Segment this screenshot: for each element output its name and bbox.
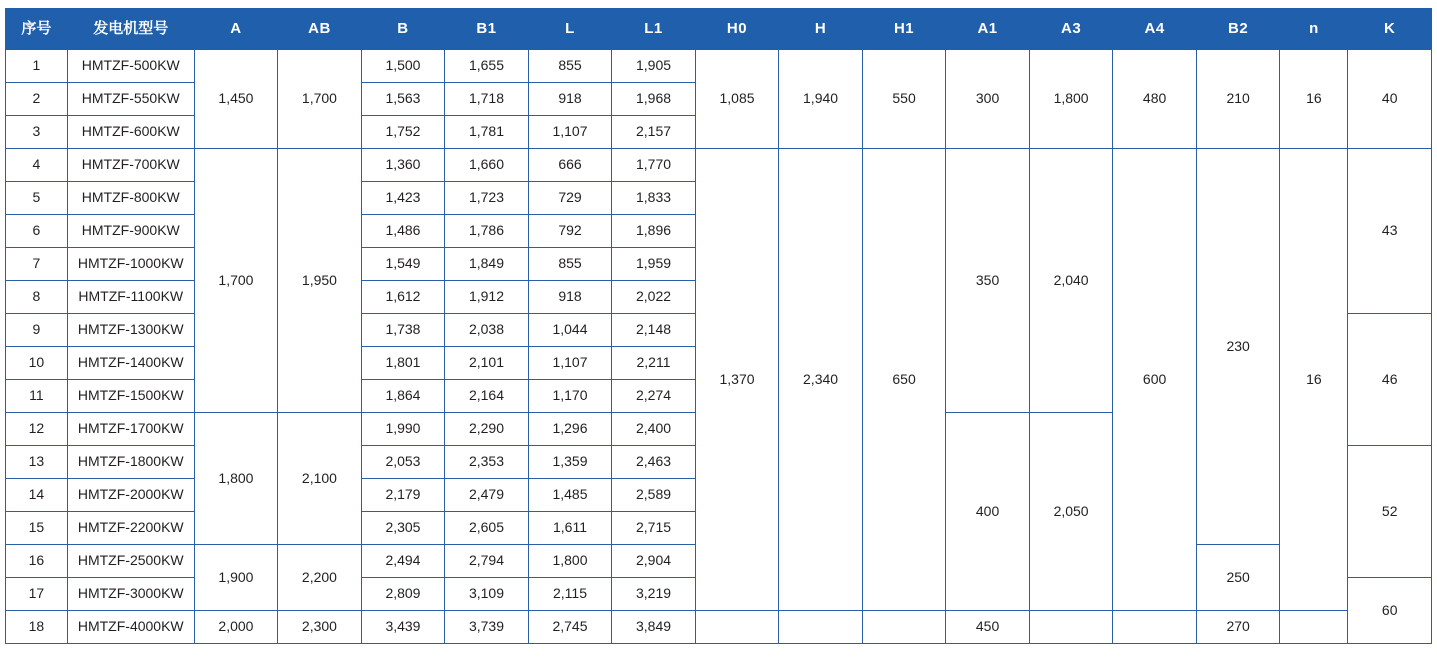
cell-ab: 1,700 — [278, 50, 362, 149]
cell-a3 — [1029, 611, 1113, 644]
cell-index: 3 — [6, 116, 68, 149]
cell-l: 1,359 — [528, 446, 612, 479]
cell-b1: 1,718 — [445, 83, 529, 116]
cell-b1: 3,109 — [445, 578, 529, 611]
cell-a4 — [1113, 611, 1197, 644]
column-header-n: n — [1280, 9, 1348, 50]
column-header-index: 序号 — [6, 9, 68, 50]
cell-l1: 3,219 — [612, 578, 696, 611]
column-header-k: K — [1348, 9, 1432, 50]
column-header-b: B — [361, 9, 445, 50]
cell-k: 46 — [1348, 314, 1432, 446]
cell-b1: 1,781 — [445, 116, 529, 149]
cell-a: 1,800 — [194, 413, 278, 545]
cell-index: 12 — [6, 413, 68, 446]
table-body — [6, 50, 1432, 644]
cell-l: 2,745 — [528, 611, 612, 644]
cell-ab: 1,950 — [278, 149, 362, 413]
cell-b: 1,752 — [361, 116, 445, 149]
cell-n: 16 — [1280, 50, 1348, 149]
cell-b: 1,563 — [361, 83, 445, 116]
column-header-h1: H1 — [862, 9, 946, 50]
table-header — [6, 9, 1432, 50]
cell-b1: 1,912 — [445, 281, 529, 314]
cell-l1: 2,148 — [612, 314, 696, 347]
cell-l1: 2,274 — [612, 380, 696, 413]
cell-l1: 1,896 — [612, 215, 696, 248]
cell-h0 — [695, 611, 779, 644]
cell-model: HMTZF-2200KW — [67, 512, 194, 545]
cell-b1: 2,794 — [445, 545, 529, 578]
cell-l1: 2,904 — [612, 545, 696, 578]
cell-model: HMTZF-3000KW — [67, 578, 194, 611]
table-row — [6, 50, 1432, 83]
cell-l: 918 — [528, 83, 612, 116]
cell-b2: 270 — [1196, 611, 1280, 644]
cell-ab: 2,300 — [278, 611, 362, 644]
cell-h1: 650 — [862, 149, 946, 611]
cell-l: 918 — [528, 281, 612, 314]
cell-model: HMTZF-900KW — [67, 215, 194, 248]
cell-l: 1,170 — [528, 380, 612, 413]
cell-b1: 1,849 — [445, 248, 529, 281]
cell-a1: 400 — [946, 413, 1030, 611]
cell-b1: 2,353 — [445, 446, 529, 479]
cell-l: 1,800 — [528, 545, 612, 578]
cell-a1: 300 — [946, 50, 1030, 149]
cell-l1: 2,589 — [612, 479, 696, 512]
cell-index: 7 — [6, 248, 68, 281]
cell-b: 3,439 — [361, 611, 445, 644]
column-header-l: L — [528, 9, 612, 50]
cell-k: 52 — [1348, 446, 1432, 578]
column-header-l1: L1 — [612, 9, 696, 50]
cell-index: 10 — [6, 347, 68, 380]
column-header-h0: H0 — [695, 9, 779, 50]
cell-l: 1,485 — [528, 479, 612, 512]
cell-l1: 3,849 — [612, 611, 696, 644]
cell-b1: 2,164 — [445, 380, 529, 413]
cell-ab: 2,100 — [278, 413, 362, 545]
cell-a4: 480 — [1113, 50, 1197, 149]
cell-index: 15 — [6, 512, 68, 545]
cell-model: HMTZF-800KW — [67, 182, 194, 215]
cell-model: HMTZF-1400KW — [67, 347, 194, 380]
cell-model: HMTZF-1100KW — [67, 281, 194, 314]
cell-model: HMTZF-700KW — [67, 149, 194, 182]
cell-h0: 1,085 — [695, 50, 779, 149]
cell-a3: 1,800 — [1029, 50, 1113, 149]
column-header-ab: AB — [278, 9, 362, 50]
cell-a: 2,000 — [194, 611, 278, 644]
cell-b1: 2,038 — [445, 314, 529, 347]
cell-l1: 1,968 — [612, 83, 696, 116]
cell-model: HMTZF-1000KW — [67, 248, 194, 281]
cell-b1: 2,101 — [445, 347, 529, 380]
cell-a3: 2,050 — [1029, 413, 1113, 611]
cell-a4: 600 — [1113, 149, 1197, 611]
cell-n — [1280, 611, 1348, 644]
cell-b: 2,494 — [361, 545, 445, 578]
cell-a1: 350 — [946, 149, 1030, 413]
cell-b: 2,809 — [361, 578, 445, 611]
cell-l1: 1,905 — [612, 50, 696, 83]
cell-b2: 210 — [1196, 50, 1280, 149]
cell-model: HMTZF-550KW — [67, 83, 194, 116]
table-row — [6, 611, 1432, 644]
cell-b2: 250 — [1196, 545, 1280, 611]
cell-b: 1,801 — [361, 347, 445, 380]
cell-b: 1,500 — [361, 50, 445, 83]
cell-index: 11 — [6, 380, 68, 413]
cell-b1: 1,655 — [445, 50, 529, 83]
cell-b: 1,990 — [361, 413, 445, 446]
cell-index: 16 — [6, 545, 68, 578]
cell-b1: 2,605 — [445, 512, 529, 545]
cell-a: 1,900 — [194, 545, 278, 611]
cell-index: 13 — [6, 446, 68, 479]
cell-h: 2,340 — [779, 149, 863, 611]
column-header-model: 发电机型号 — [67, 9, 194, 50]
cell-l: 855 — [528, 50, 612, 83]
cell-l: 1,107 — [528, 116, 612, 149]
cell-l1: 2,211 — [612, 347, 696, 380]
cell-b1: 2,290 — [445, 413, 529, 446]
cell-ab: 2,200 — [278, 545, 362, 611]
cell-l1: 1,770 — [612, 149, 696, 182]
cell-b1: 1,786 — [445, 215, 529, 248]
cell-model: HMTZF-2000KW — [67, 479, 194, 512]
cell-b: 2,053 — [361, 446, 445, 479]
cell-h0: 1,370 — [695, 149, 779, 611]
cell-l: 1,107 — [528, 347, 612, 380]
table-row — [6, 149, 1432, 182]
cell-model: HMTZF-2500KW — [67, 545, 194, 578]
column-header-h: H — [779, 9, 863, 50]
cell-index: 17 — [6, 578, 68, 611]
cell-l1: 2,463 — [612, 446, 696, 479]
cell-l1: 2,022 — [612, 281, 696, 314]
cell-index: 2 — [6, 83, 68, 116]
cell-index: 4 — [6, 149, 68, 182]
cell-a1: 450 — [946, 611, 1030, 644]
cell-b: 2,305 — [361, 512, 445, 545]
cell-index: 5 — [6, 182, 68, 215]
generator-spec-table — [5, 8, 1432, 644]
cell-model: HMTZF-500KW — [67, 50, 194, 83]
cell-l: 1,296 — [528, 413, 612, 446]
cell-b2: 230 — [1196, 149, 1280, 545]
cell-index: 1 — [6, 50, 68, 83]
cell-b1: 1,723 — [445, 182, 529, 215]
cell-k: 43 — [1348, 149, 1432, 314]
cell-l: 666 — [528, 149, 612, 182]
cell-l1: 2,400 — [612, 413, 696, 446]
cell-l: 792 — [528, 215, 612, 248]
cell-a3: 2,040 — [1029, 149, 1113, 413]
column-header-a4: A4 — [1113, 9, 1197, 50]
cell-h: 1,940 — [779, 50, 863, 149]
cell-index: 8 — [6, 281, 68, 314]
cell-model: HMTZF-1700KW — [67, 413, 194, 446]
column-header-a1: A1 — [946, 9, 1030, 50]
cell-b1: 2,479 — [445, 479, 529, 512]
column-header-a3: A3 — [1029, 9, 1113, 50]
cell-index: 18 — [6, 611, 68, 644]
cell-k: 60 — [1348, 578, 1432, 644]
cell-h — [779, 611, 863, 644]
cell-l: 1,044 — [528, 314, 612, 347]
cell-b: 1,423 — [361, 182, 445, 215]
cell-index: 9 — [6, 314, 68, 347]
cell-b1: 3,739 — [445, 611, 529, 644]
column-header-b1: B1 — [445, 9, 529, 50]
cell-k: 40 — [1348, 50, 1432, 149]
cell-b: 1,360 — [361, 149, 445, 182]
cell-b: 1,486 — [361, 215, 445, 248]
cell-index: 6 — [6, 215, 68, 248]
column-header-a: A — [194, 9, 278, 50]
cell-model: HMTZF-1300KW — [67, 314, 194, 347]
cell-a: 1,700 — [194, 149, 278, 413]
cell-l: 855 — [528, 248, 612, 281]
cell-b: 2,179 — [361, 479, 445, 512]
cell-b: 1,864 — [361, 380, 445, 413]
cell-h1: 550 — [862, 50, 946, 149]
cell-model: HMTZF-600KW — [67, 116, 194, 149]
cell-model: HMTZF-1500KW — [67, 380, 194, 413]
cell-b: 1,738 — [361, 314, 445, 347]
cell-l1: 2,157 — [612, 116, 696, 149]
cell-b: 1,612 — [361, 281, 445, 314]
cell-l1: 2,715 — [612, 512, 696, 545]
cell-a: 1,450 — [194, 50, 278, 149]
cell-b1: 1,660 — [445, 149, 529, 182]
table-header-row — [6, 9, 1432, 50]
cell-model: HMTZF-4000KW — [67, 611, 194, 644]
cell-l: 1,611 — [528, 512, 612, 545]
cell-h1 — [862, 611, 946, 644]
cell-b: 1,549 — [361, 248, 445, 281]
cell-n: 16 — [1280, 149, 1348, 611]
cell-l: 729 — [528, 182, 612, 215]
column-header-b2: B2 — [1196, 9, 1280, 50]
cell-l1: 1,833 — [612, 182, 696, 215]
cell-model: HMTZF-1800KW — [67, 446, 194, 479]
cell-index: 14 — [6, 479, 68, 512]
cell-l: 2,115 — [528, 578, 612, 611]
cell-l1: 1,959 — [612, 248, 696, 281]
